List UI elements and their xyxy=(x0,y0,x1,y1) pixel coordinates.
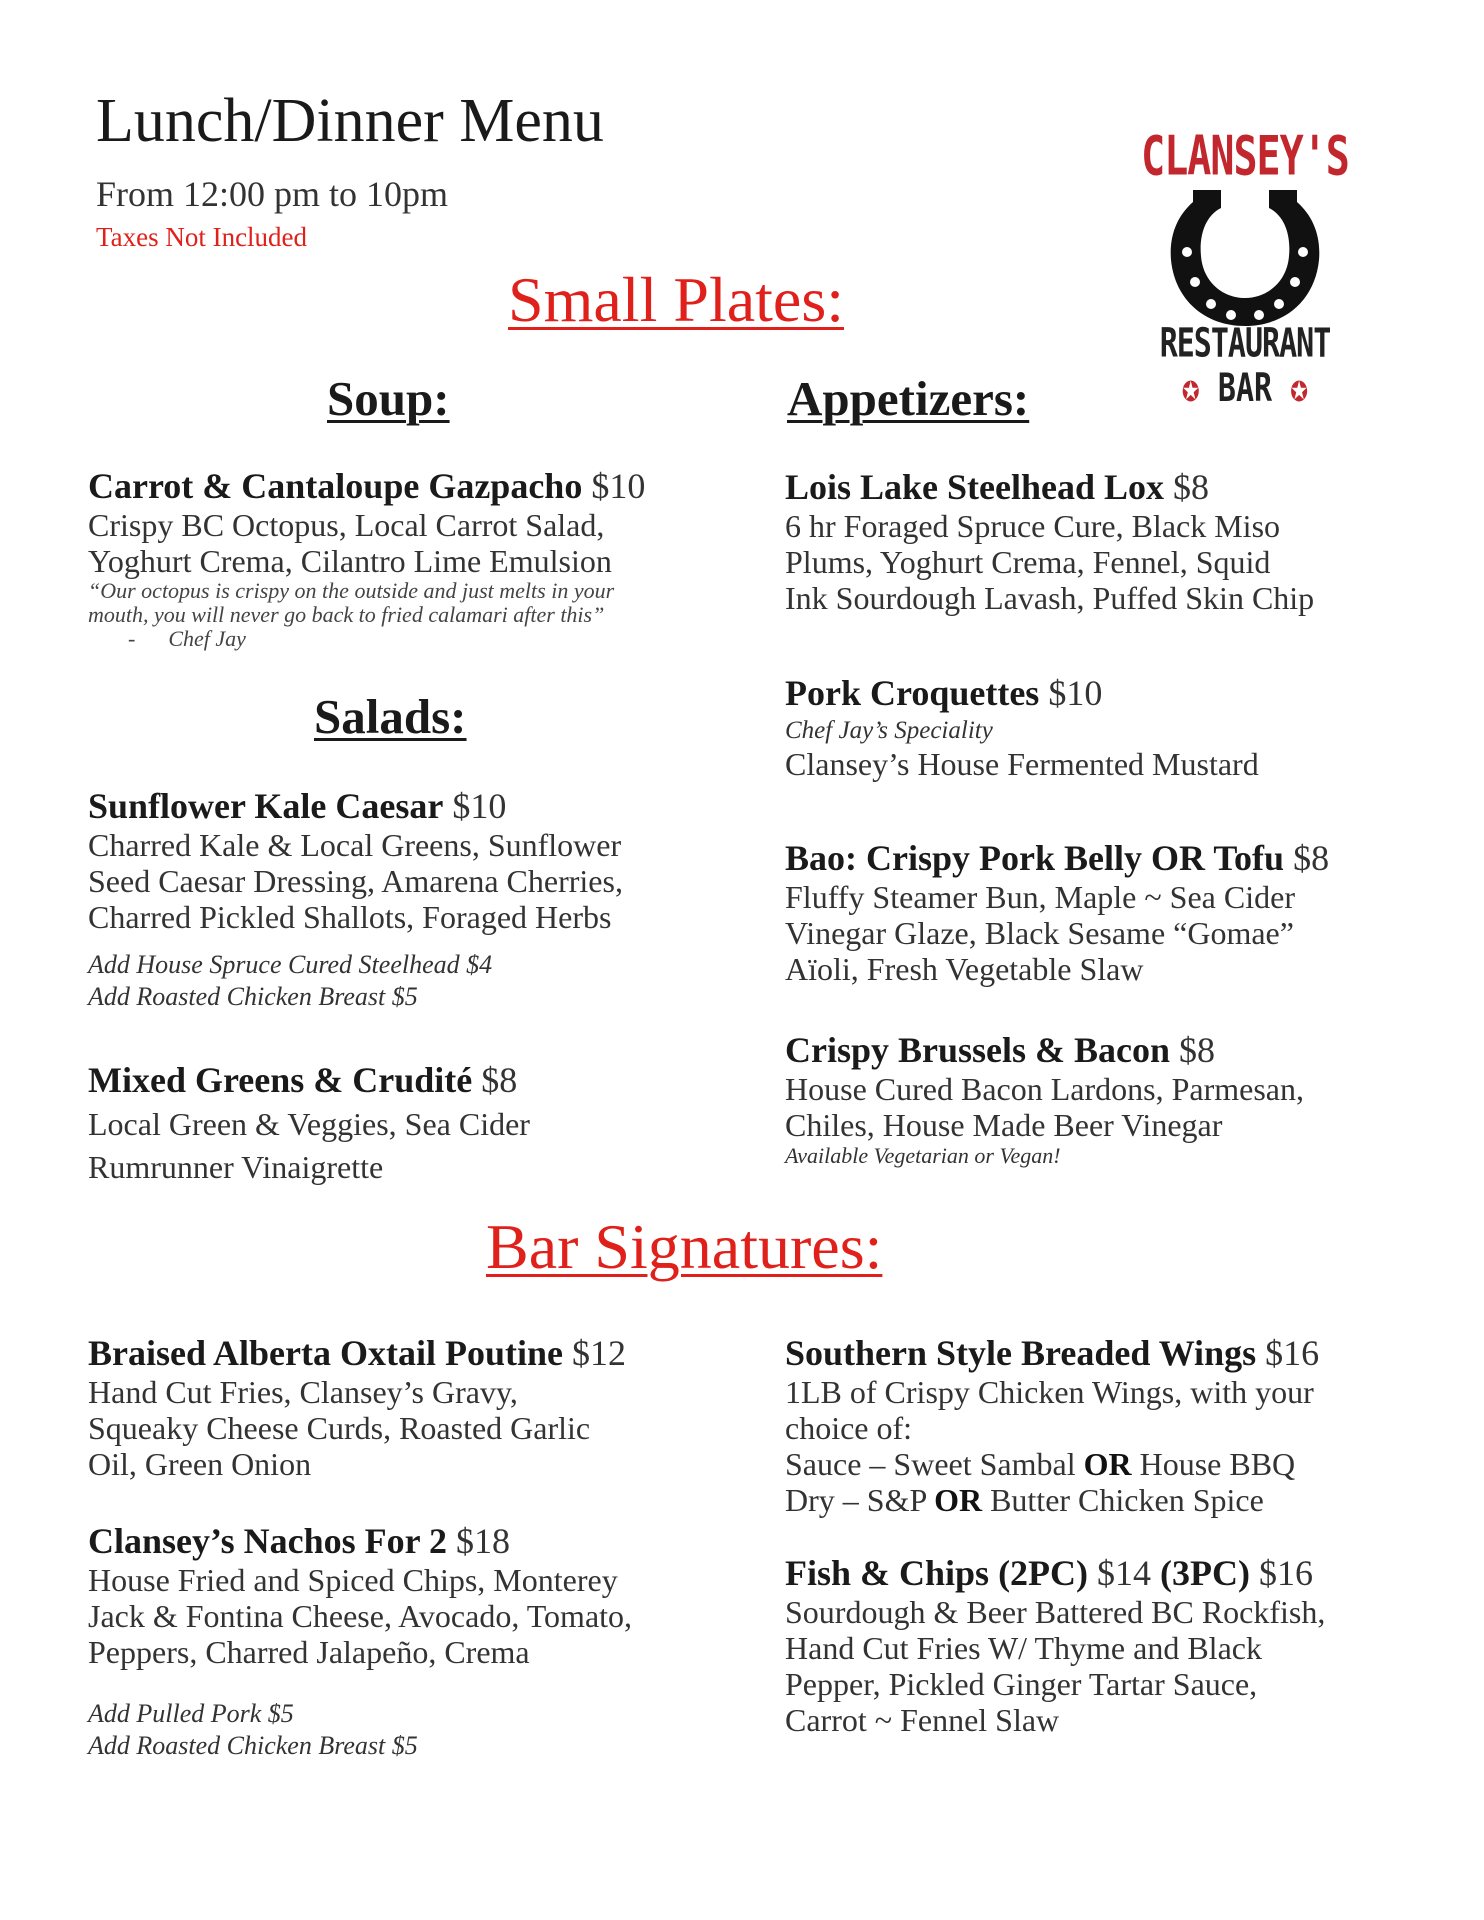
item-name: Clansey’s Nachos For 2 xyxy=(88,1521,447,1561)
description-line: Clansey’s House Fermented Mustard xyxy=(785,746,1259,783)
item-description xyxy=(88,1103,728,1189)
menu-item-oxtail-poutine xyxy=(88,1333,728,1482)
menu-item-pork-croquettes xyxy=(785,673,1425,782)
or-word: OR xyxy=(934,1482,983,1519)
description-line: 1LB of Crispy Chicken Wings, with your xyxy=(785,1374,1314,1411)
restaurant-logo xyxy=(1120,120,1370,410)
logo-bar-line xyxy=(1120,366,1370,412)
item-price: $8 xyxy=(1293,838,1330,878)
soup-heading: Soup: xyxy=(327,371,450,426)
item-name: Sunflower Kale Caesar xyxy=(88,786,444,826)
item-header xyxy=(785,467,1425,508)
item-name: (3PC) xyxy=(1160,1553,1250,1593)
item-name: Southern Style Breaded Wings xyxy=(785,1333,1257,1373)
item-name: Crispy Brussels & Bacon xyxy=(785,1030,1171,1070)
item-price: $8 xyxy=(1179,1030,1216,1070)
logo-restaurant-text: RESTAURANT xyxy=(1159,320,1331,368)
item-header xyxy=(785,1553,1445,1594)
item-description xyxy=(88,507,728,579)
description-line: Seed Caesar Dressing, Amarena Cherries, xyxy=(88,863,623,900)
option-text: Dry – S&P xyxy=(785,1482,935,1519)
description-line: Ink Sourdough Lavash, Puffed Skin Chip xyxy=(785,580,1315,617)
taxes-note: Taxes Not Included xyxy=(96,222,308,252)
item-description xyxy=(785,1374,1425,1518)
description-line: Chiles, House Made Beer Vinegar xyxy=(785,1107,1223,1144)
item-description xyxy=(785,508,1425,616)
item-price: $10 xyxy=(452,786,507,826)
item-note: Chef Jay’s Speciality xyxy=(785,717,993,745)
menu-title: Lunch/Dinner Menu xyxy=(96,87,604,155)
sauce-options xyxy=(785,1446,1425,1482)
description-line: 6 hr Foraged Spruce Cure, Black Miso xyxy=(785,508,1281,545)
chef-quote xyxy=(88,579,728,651)
description-line: Carrot ~ Fennel Slaw xyxy=(785,1702,1060,1739)
quote-line: “Our octopus is crispy on the outside and just melts in your xyxy=(88,578,615,604)
star-icon: ✪ xyxy=(1181,366,1200,412)
menu-item-breaded-wings xyxy=(785,1333,1425,1518)
option-text: Butter Chicken Spice xyxy=(982,1482,1264,1519)
item-description xyxy=(88,827,728,935)
description-line: House Cured Bacon Lardons, Parmesan, xyxy=(785,1071,1304,1108)
star-icon: ✪ xyxy=(1290,366,1309,412)
addon-line: Add Pulled Pork $5 xyxy=(88,1699,294,1729)
menu-item-gazpacho xyxy=(88,466,728,651)
menu-item-nachos xyxy=(88,1521,728,1762)
description-line: Pepper, Pickled Ginger Tartar Sauce, xyxy=(785,1666,1258,1703)
quote-author: - Chef Jay xyxy=(128,626,246,652)
item-header xyxy=(88,786,728,827)
or-word: OR xyxy=(1083,1446,1132,1483)
description-line: Fluffy Steamer Bun, Maple ~ Sea Cider xyxy=(785,879,1295,916)
item-header xyxy=(785,1333,1425,1374)
description-line: Crispy BC Octopus, Local Carrot Salad, xyxy=(88,507,605,544)
item-header xyxy=(785,673,1425,714)
item-header xyxy=(785,1030,1425,1071)
description-line: Charred Pickled Shallots, Foraged Herbs xyxy=(88,899,612,936)
menu-item-steelhead-lox xyxy=(785,467,1425,616)
item-price: $14 xyxy=(1088,1553,1161,1593)
description-line: Sourdough & Beer Battered BC Rockfish, xyxy=(785,1594,1326,1631)
item-header xyxy=(88,1333,728,1374)
horseshoe-icon xyxy=(1165,182,1325,332)
description-line: Yoghurt Crema, Cilantro Lime Emulsion xyxy=(88,543,612,580)
description-line: Peppers, Charred Jalapeño, Crema xyxy=(88,1634,530,1671)
item-description xyxy=(88,1374,728,1482)
option-text: House BBQ xyxy=(1131,1446,1296,1483)
item-description xyxy=(88,1562,728,1670)
dry-options xyxy=(785,1482,1425,1518)
small-plates-heading: Small Plates: xyxy=(508,264,844,335)
item-name: Braised Alberta Oxtail Poutine xyxy=(88,1333,563,1373)
item-price: $8 xyxy=(1173,467,1210,507)
appetizers-heading: Appetizers: xyxy=(787,371,1030,426)
item-header xyxy=(88,1521,728,1562)
logo-name: CLANSEY'S xyxy=(1141,126,1349,189)
item-price: $10 xyxy=(591,466,646,506)
item-description xyxy=(785,879,1425,987)
menu-item-mixed-greens xyxy=(88,1060,728,1189)
description-line: Rumrunner Vinaigrette xyxy=(88,1149,384,1186)
addon-line: Add House Spruce Cured Steelhead $4 xyxy=(88,950,493,980)
item-price: $18 xyxy=(456,1521,510,1561)
addon-line: Add Roasted Chicken Breast $5 xyxy=(88,1731,418,1761)
option-text: Sauce – Sweet Sambal xyxy=(785,1446,1084,1483)
item-header xyxy=(88,1060,728,1101)
description-line: Oil, Green Onion xyxy=(88,1446,312,1483)
item-name: Lois Lake Steelhead Lox xyxy=(785,467,1165,507)
description-line: Jack & Fontina Cheese, Avocado, Tomato, xyxy=(88,1598,633,1635)
addon-line: Add Roasted Chicken Breast $5 xyxy=(88,982,418,1012)
menu-item-fish-and-chips xyxy=(785,1553,1445,1738)
item-name: Bao: Crispy Pork Belly OR Tofu xyxy=(785,838,1285,878)
item-name: Fish & Chips (2PC) xyxy=(785,1553,1089,1593)
item-name: Carrot & Cantaloupe Gazpacho xyxy=(88,466,583,506)
item-description xyxy=(785,746,1425,782)
menu-item-crispy-brussels xyxy=(785,1030,1425,1170)
menu-hours: From 12:00 pm to 10pm xyxy=(96,174,449,214)
description-line: Local Green & Veggies, Sea Cider xyxy=(88,1106,530,1143)
salads-heading: Salads: xyxy=(314,689,467,744)
item-description xyxy=(785,1071,1425,1143)
item-addons xyxy=(88,1698,728,1762)
item-addons xyxy=(88,949,728,1013)
item-description xyxy=(785,1594,1445,1738)
menu-item-bao xyxy=(785,838,1425,987)
description-line: Vinegar Glaze, Black Sesame “Gomae” xyxy=(785,915,1294,952)
description-line: choice of: xyxy=(785,1410,913,1447)
description-line: Charred Kale & Local Greens, Sunflower xyxy=(88,827,622,864)
item-header xyxy=(785,838,1425,879)
description-line: Squeaky Cheese Curds, Roasted Garlic xyxy=(88,1410,591,1447)
bar-signatures-heading: Bar Signatures: xyxy=(486,1211,883,1282)
item-price: $12 xyxy=(571,1333,626,1373)
description-line: Aïoli, Fresh Vegetable Slaw xyxy=(785,951,1144,988)
item-header xyxy=(88,466,728,507)
item-name: Mixed Greens & Crudité xyxy=(88,1060,473,1100)
item-price: $16 xyxy=(1250,1553,1313,1593)
description-line: Plums, Yoghurt Crema, Fennel, Squid xyxy=(785,544,1271,581)
description-line: Hand Cut Fries W/ Thyme and Black xyxy=(785,1630,1262,1667)
description-line: Hand Cut Fries, Clansey’s Gravy, xyxy=(88,1374,518,1411)
item-price: $10 xyxy=(1048,673,1103,713)
menu-item-kale-caesar xyxy=(88,786,728,1013)
logo-bar-text: BAR xyxy=(1217,366,1273,412)
item-note: Available Vegetarian or Vegan! xyxy=(785,1143,1061,1169)
quote-line: mouth, you will never go back to fried calamari after this” xyxy=(88,602,605,628)
item-price: $8 xyxy=(481,1060,518,1100)
item-name: Pork Croquettes xyxy=(785,673,1040,713)
description-line: House Fried and Spiced Chips, Monterey xyxy=(88,1562,618,1599)
item-price: $16 xyxy=(1265,1333,1320,1373)
